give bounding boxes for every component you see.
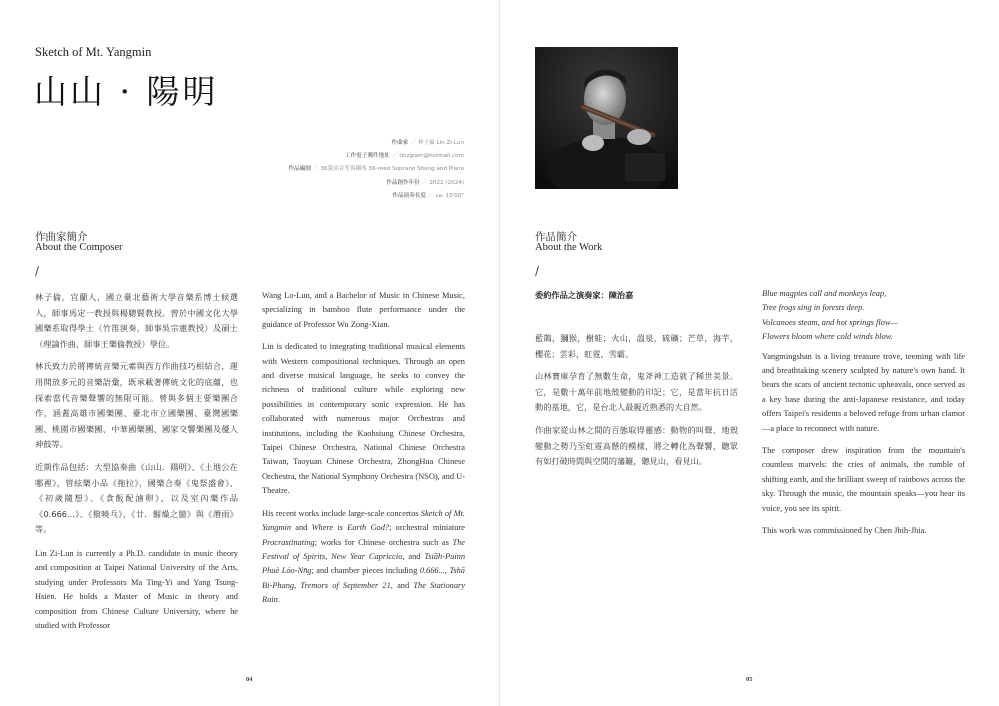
credit-line: 工作電子郵件地址 ／ tinzjpam@hotmail.com	[344, 153, 464, 160]
credit-line: 作曲家 ／ 林子倫 Lin Zi-Lun	[391, 140, 464, 146]
poem-line: Blue magpies call and monkeys leap,	[762, 289, 887, 298]
page-number: 04	[246, 676, 253, 683]
credit-line: 作品演奏長度 ／ ca. 15'00"	[392, 192, 464, 199]
works-paragraph: His recent works include large-scale concertos Sketch of Mt. Yangmin and Where is Earth God?; orchestral miniature Procrastinating; works for Chinese orchestra such as The Festival of Spirits, New Year Capriccio, and Tsiăh-Puinn Phuè Lóo-Nn̄g; and chamber pieces including 0.666..., Tshā Bi-Phang, Tremors of September 21, and The Stationary Rain.	[262, 508, 466, 605]
work-notes-column-1	[535, 290, 738, 477]
work-subtitle: Sketch of Mt. Yangmin	[35, 45, 152, 59]
bio-paragraph-en: Lin is dedicated to integrating traditional musical elements with Western compositional techniques. Through an open and diverse musical language, he seeks to convey the richness of traditional culture while exploring new possibilities in contemporary sonic expression. He has collaborated with numerous major Orchestras and institutions, including the Kaohsiung Chinese Orchestra, Taipei Chinese Orchestra, National Chinese Orchestra Taiwan, Taoyuan Chinese Orchestra, ZhongHua Chinese Orchestra, the National Symphony Orchestra (NSO), and U-Theatre.	[262, 342, 465, 496]
poem-line: Flowers bloom where cold winds blow.	[762, 332, 893, 342]
bio-paragraph-zh: 林氏致力於將傳統音樂元素與西方作曲技巧相結合，運用開放多元的音樂語彙，既承載著傳統文化的底蘊，也探索當代音樂聲響的無限可能。曾與多個主要樂團合作，涵蓋高雄市國樂團、臺北市立國樂團、臺灣國樂團、桃園市國樂團、中華國樂團、國家交響樂團及優人神鼓等。	[35, 361, 238, 450]
bio-paragraph-zh: 林子倫，宜蘭人，國立臺北藝術大學音樂系博士候選人，師事馬定一教授與楊聰賢教授。曾於中國文化大學國樂系取得學士（竹笛演奏，師事吳宗憲教授）及碩士（理論作曲，師事王樂倫教授）學位。	[35, 292, 238, 349]
section-heading-en: About the Work	[535, 242, 603, 253]
section-heading-en: About the Composer	[35, 242, 123, 253]
slash-divider: /	[535, 264, 540, 278]
bio-paragraph-en: Lin Zi-Lun is currently a Ph.D. candidate in music theory and composition at Taipei National University of the Arts, studying under Professors Ma Ting-Yi and Yang Tsung-Hsien. He holds a Master of Music in theory and composition from Chinese Culture University, where he studied with Professor	[35, 548, 238, 630]
slash-divider: /	[35, 264, 40, 278]
credit-line: 作品創作年份 ／ 2022 (2024)	[386, 179, 464, 186]
section-heading-zh: 作曲家簡介	[35, 231, 88, 243]
credits-block	[164, 137, 464, 203]
composer-bio-column-1	[35, 290, 238, 641]
notes-paragraph-en: The composer drew inspiration from the mountain's countless marvels: the cries of animals, the rumble of shifting earth, and the brilliant sweep of rainbows across the sky. Through the music, the mountain speaks—you hear its voice, you see its spirit.	[762, 446, 965, 513]
notes-paragraph-zh: 山林寶庫孕育了無數生命，鬼斧神工造就了稀世美景。它，是數十萬年前地殼變動的印記；它，是當年抗日活動的基地，它，是台北人最親近熟悉的大自然。	[535, 371, 738, 413]
work-notes-column-2	[762, 287, 965, 547]
section-heading-zh: 作品簡介	[535, 231, 577, 243]
poem	[762, 287, 965, 345]
performer-photo	[535, 47, 678, 189]
left-page	[0, 0, 499, 706]
notes-paragraph-en: This work was commissioned by Chen Jhih-Jhia.	[762, 526, 927, 536]
flute-player-image	[535, 47, 678, 189]
bio-paragraph-en: Wang Lo-Lun, and a Bachelor of Music in Chinese Music, specializing in bamboo flute performance under the guidance of Professor Wu Zong-Xian.	[262, 291, 465, 329]
poem-line: Tree frogs sing in forests deep.	[762, 303, 865, 313]
page-number: 05	[746, 676, 753, 683]
commission-credit-zh: 委約作品之演奏家：陳治嘉	[535, 290, 634, 300]
notes-paragraph-en: Yangmingshan is a living treasure trove, teeming with life and breathtaking scenery sculpted by nature's own hand. It bears the scars of ancient tectonic upheavals, once served as a key base during the anti-Japanese resistance, and today offers Taipei's residents a beloved refuge from urban clamor—a place to reconnect with nature.	[762, 351, 965, 433]
credit-line: 作品編制 ／ 36簧高音笙與鋼琴 36-reed Soprano Sheng and Piano	[288, 166, 464, 173]
composer-bio-column-2	[262, 289, 465, 616]
notes-paragraph-zh: 作曲家從山林之間的百態取得靈感：動物的叫聲、地殼變動之勢乃至虹霓高懸的模樣，將之轉化為聲響，聽眾有如打破時間與空間的藩籬，聽見山，看見山。	[535, 424, 738, 467]
work-title: 山山 · 陽明	[34, 72, 219, 111]
bio-paragraph-zh: 近期作品包括：大型協奏曲《山山．陽明》、《土地公在哪裡》，管絃樂小品《拖拉》，國樂合奏《鬼祭盛會》、《初歲隨想》、《食飯配滷卵》，以及室內樂作品《0.666...》、《撥曉乓》、《廿．餾燥之臆》與《潛雨》等。	[35, 461, 238, 535]
poem-line: Volcanoes steam, and hot springs flow—	[762, 317, 898, 327]
notes-paragraph-zh: 藍鵲，獼猴，樹蛙；火山，溫泉，硫礦；芒草，海芋，櫻花；雲彩，虹霓，雪霸。	[535, 333, 738, 359]
right-page	[500, 0, 999, 706]
